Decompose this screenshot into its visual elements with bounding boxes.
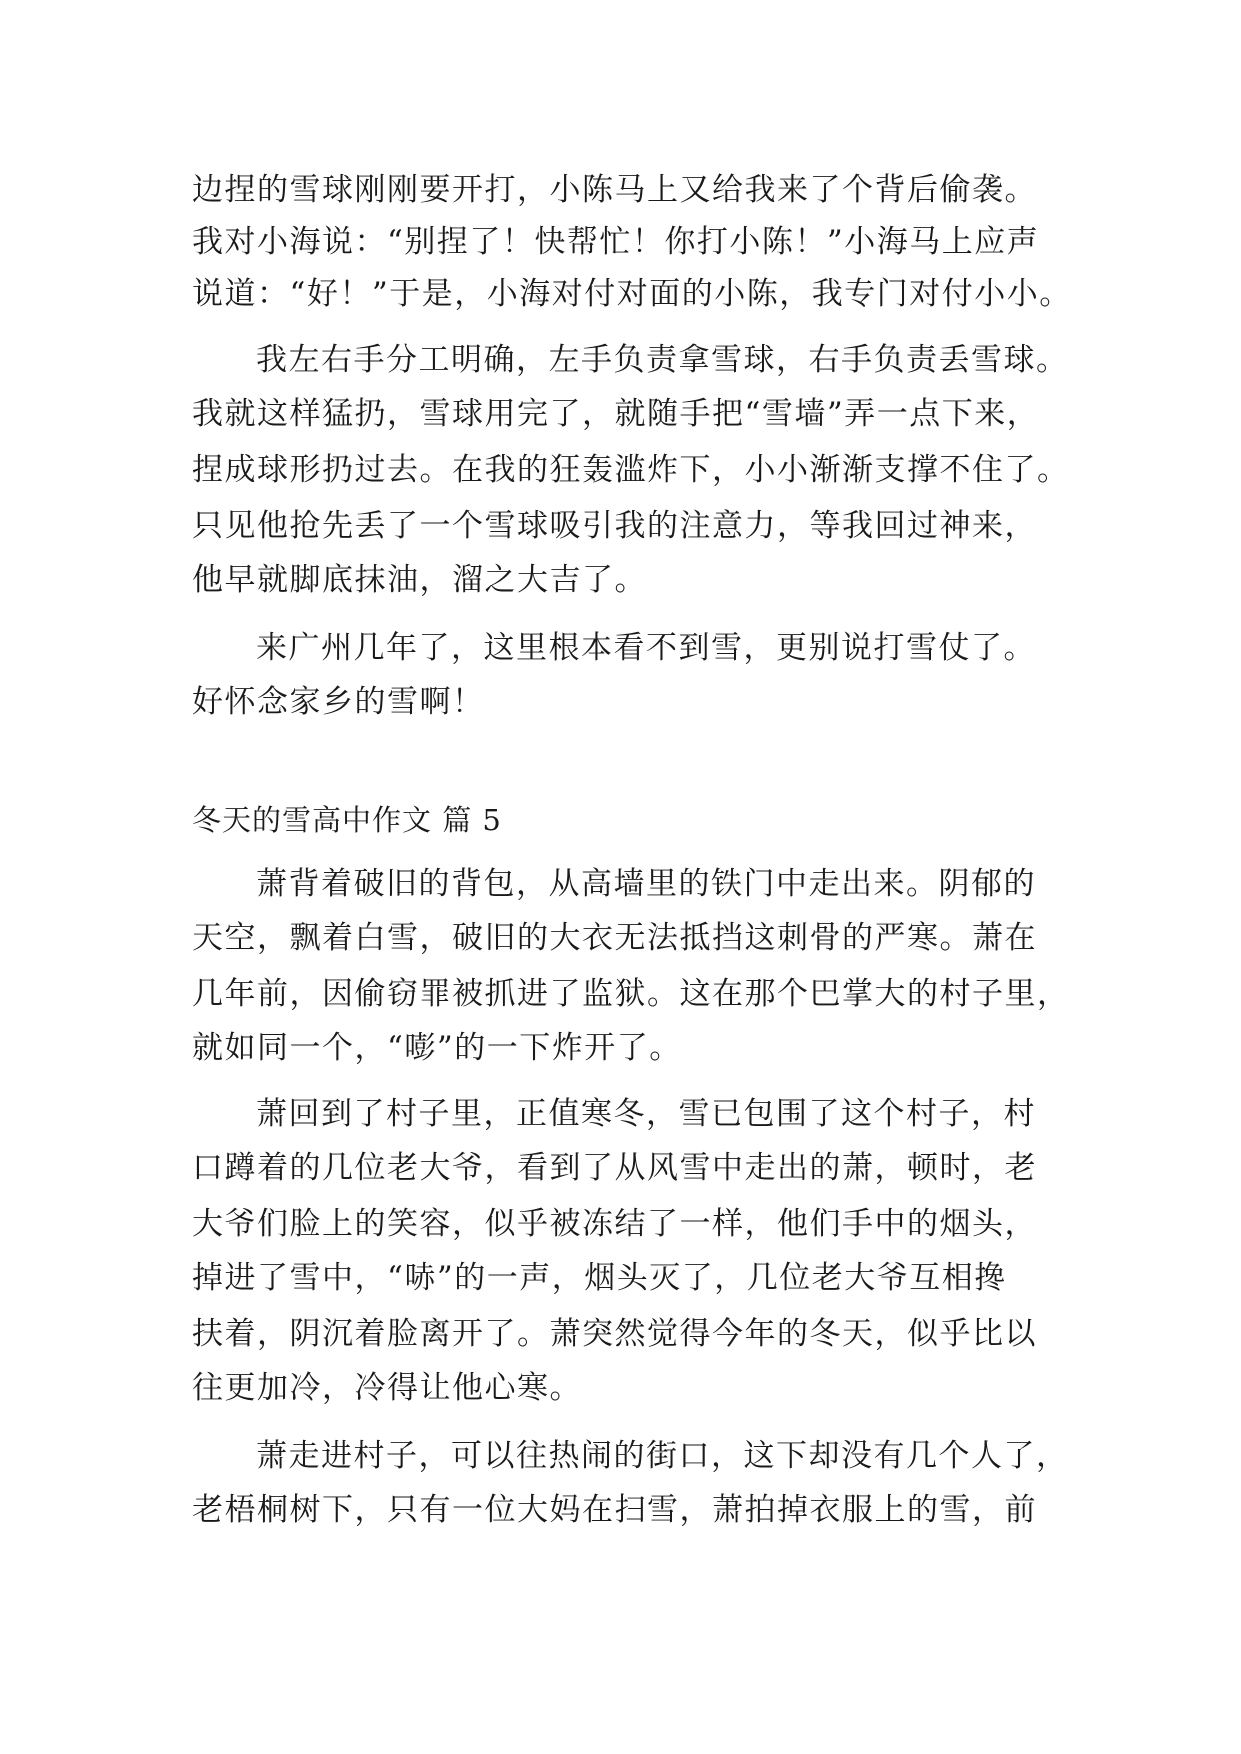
text-line: 我就这样猛扔，雪球用完了，就随手把“雪墙”弄一点下来， xyxy=(192,396,1040,432)
text-line: 萧回到了村子里，正值寒冬，雪已包围了这个村子，村 xyxy=(256,1096,1036,1132)
text-line: 大爷们脸上的笑容，似乎被冻结了一样，他们手中的烟头， xyxy=(192,1206,1037,1242)
text-line: 天空，飘着白雪，破旧的大衣无法抵挡这刺骨的严寒。萧在 xyxy=(192,920,1037,956)
section-title: 冬天的雪高中作文 篇 5 xyxy=(192,803,502,837)
text-line: 往更加冷，冷得让他心寒。 xyxy=(192,1370,582,1406)
text-line: 好怀念家乡的雪啊！ xyxy=(192,684,485,720)
text-line: 扶着，阴沉着脸离开了。萧突然觉得今年的冬天，似乎比以 xyxy=(192,1316,1037,1352)
text-line: 掉进了雪中，“哧”的一声，烟头灭了，几位老大爷互相搀 xyxy=(192,1260,1007,1296)
text-line: 说道：“好！”于是，小海对付对面的小陈，我专门对付小小。 xyxy=(192,276,1072,312)
text-line: 我左右手分工明确，左手负责拿雪球，右手负责丢雪球。 xyxy=(256,342,1069,378)
text-line: 几年前，因偷窃罪被抓进了监狱。这在那个巴掌大的村子里， xyxy=(192,976,1070,1012)
text-line: 就如同一个，“嘭”的一下炸开了。 xyxy=(192,1030,682,1066)
text-line: 萧走进村子，可以往热闹的街口，这下却没有几个人了， xyxy=(256,1438,1069,1474)
text-line: 来广州几年了，这里根本看不到雪，更别说打雪仗了。 xyxy=(256,630,1036,666)
text-line: 只见他抢先丢了一个雪球吸引我的注意力，等我回过神来， xyxy=(192,508,1037,544)
text-line: 萧背着破旧的背包，从高墙里的铁门中走出来。阴郁的 xyxy=(256,866,1036,902)
text-line: 我对小海说：“别捏了！快帮忙！你打小陈！”小海马上应声 xyxy=(192,224,1040,260)
text-line: 他早就脚底抹油，溜之大吉了。 xyxy=(192,562,647,598)
text-line: 捏成球形扔过去。在我的狂轰滥炸下，小小渐渐支撑不住了。 xyxy=(192,452,1070,488)
text-line: 老梧桐树下，只有一位大妈在扫雪，萧拍掉衣服上的雪，前 xyxy=(192,1492,1037,1528)
text-line: 边捏的雪球刚刚要开打，小陈马上又给我来了个背后偷袭。 xyxy=(192,172,1037,208)
text-line: 口蹲着的几位老大爷，看到了从风雪中走出的萧，顿时，老 xyxy=(192,1150,1037,1186)
